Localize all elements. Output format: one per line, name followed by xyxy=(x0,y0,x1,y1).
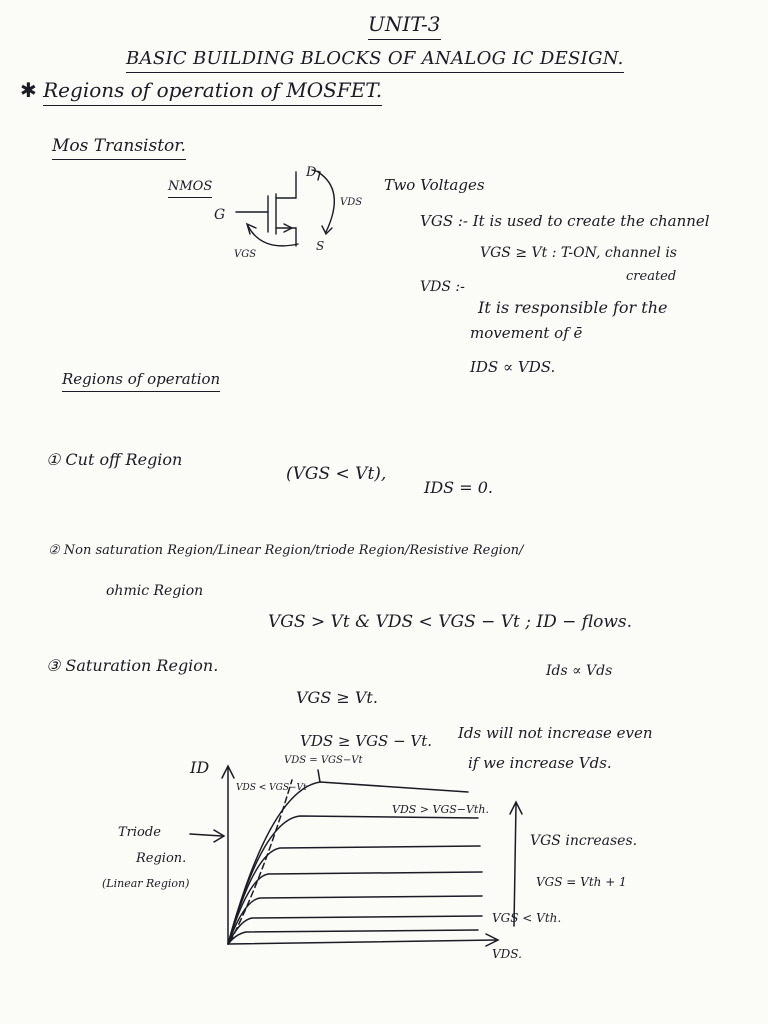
vgs-below-threshold-label: VGS < Vth. xyxy=(492,911,562,925)
topic-text: Regions of operation of MOSFET. xyxy=(43,78,382,106)
curve-7 xyxy=(228,930,478,944)
symbol-vds: VDS xyxy=(340,197,363,208)
triode-label-2: Region. xyxy=(136,851,187,866)
saturation-condition-2: VDS ≥ VGS − Vt. xyxy=(300,732,433,750)
linear-region-condition: VGS > Vt & VDS < VGS − Vt ; ID − flows. xyxy=(268,612,633,632)
vgs-increases-label: VGS increases. xyxy=(530,833,638,849)
graph-x-label: VDS. xyxy=(492,947,522,961)
curve-5 xyxy=(228,896,482,944)
graph-y-label: ID xyxy=(190,758,210,777)
cutoff-region-label: ① Cut off Region xyxy=(46,450,183,469)
vds-description-1: It is responsible for the xyxy=(478,298,668,317)
topic-heading xyxy=(20,80,382,100)
terminal-d: D xyxy=(306,165,317,180)
graph-x-axis xyxy=(228,940,496,944)
terminal-s: S xyxy=(316,239,325,253)
vgs-condition-1: VGS ≥ Vt : T-ON, channel is xyxy=(480,245,677,261)
vgs-condition-2: created xyxy=(626,269,677,284)
curve-label-vds-eq: VDS = VGS−Vt xyxy=(284,755,363,766)
curve-label-vds-lt: VDS < VGS−Vt xyxy=(236,783,307,793)
curve-6 xyxy=(228,916,482,944)
regions-heading xyxy=(62,372,220,387)
symbol-vgs: VGS xyxy=(234,249,257,260)
saturation-ids-relation: Ids ∝ Vds xyxy=(546,663,613,679)
curve-2 xyxy=(228,816,478,944)
voltages-title: Two Voltages xyxy=(384,176,485,194)
saturation-condition-1: VGS ≥ Vt. xyxy=(296,688,378,707)
page-title-text: BASIC BUILDING BLOCKS OF ANALOG IC DESIGN. xyxy=(126,48,624,73)
pinch-off-locus xyxy=(230,780,292,942)
unit-text: UNIT-3 xyxy=(368,12,441,40)
linear-region-label-2: ohmic Region xyxy=(106,583,204,599)
triode-label-3: (Linear Region) xyxy=(102,877,190,890)
nmos-label xyxy=(168,180,212,193)
cutoff-region-ids: IDS = 0. xyxy=(424,478,493,497)
ids-relation: IDS ∝ VDS. xyxy=(470,358,556,376)
mos-heading-text: Mos Transistor. xyxy=(52,136,186,160)
regions-heading-text: Regions of operation xyxy=(62,370,220,392)
unit-heading xyxy=(368,14,441,34)
curve-4 xyxy=(228,872,482,944)
saturation-note-2: if we increase Vds. xyxy=(468,754,612,772)
bullet-star-icon: ✱ xyxy=(20,78,44,102)
vds-definition: VDS :- xyxy=(420,279,465,295)
vds-description-2: movement of ē xyxy=(470,324,583,342)
page-title xyxy=(126,50,624,68)
vgs-step-label: VGS = Vth + 1 xyxy=(536,875,627,889)
triode-label-1: Triode xyxy=(118,825,161,840)
terminal-g: G xyxy=(214,207,226,223)
curve-label-vds-gt: VDS > VGS−Vth. xyxy=(392,803,489,816)
saturation-region-label: ③ Saturation Region. xyxy=(46,656,219,675)
saturation-note-1: Ids will not increase even xyxy=(458,724,653,742)
vgs-definition: VGS :- It is used to create the channel xyxy=(420,212,710,230)
curve-3 xyxy=(228,846,480,944)
mos-heading xyxy=(52,138,186,155)
nmos-label-text: NMOS xyxy=(168,179,212,198)
cutoff-region-condition: (VGS < Vt), xyxy=(286,464,387,484)
linear-region-label: ② Non saturation Region/Linear Region/triode Region/Resistive Region/ xyxy=(48,543,524,558)
